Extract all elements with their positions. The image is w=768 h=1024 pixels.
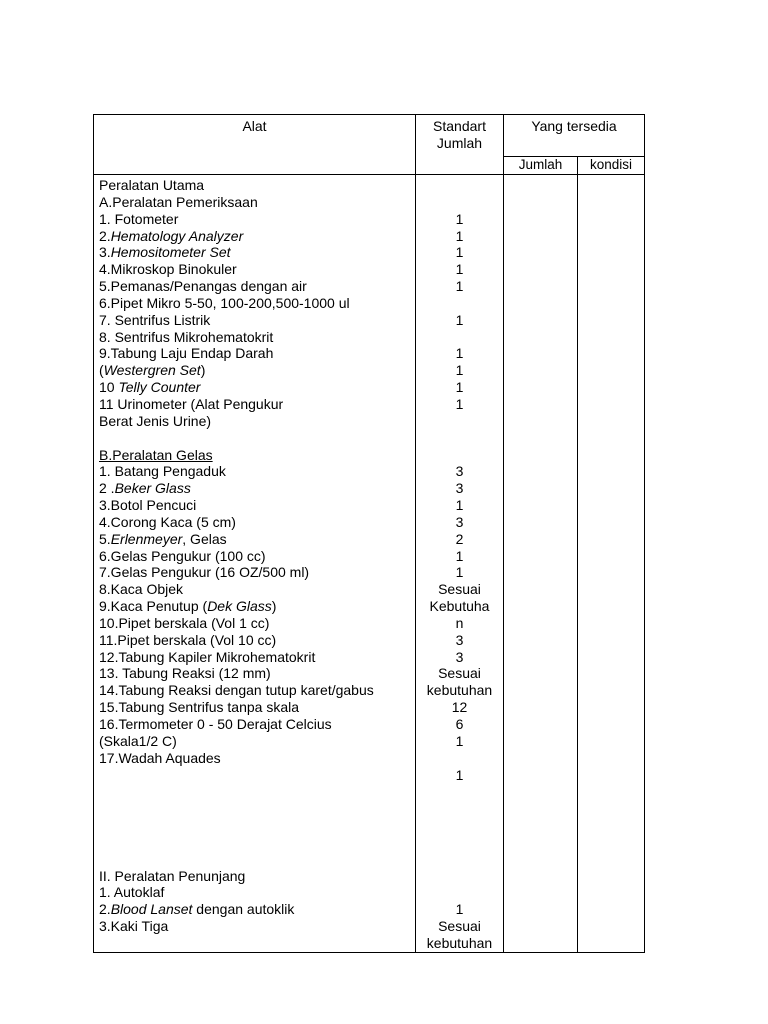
quantity-value: 1	[455, 311, 464, 328]
item-suffix: , Gelas	[182, 530, 227, 547]
quantity-value: 1	[455, 278, 464, 295]
item-italic-name: Erlenmeyer	[110, 530, 183, 547]
quantity-value: 1	[455, 766, 464, 783]
item-line: 4.Mikroskop Binokuler	[99, 261, 237, 278]
quantity-value: 1	[455, 395, 464, 412]
equipment-table	[93, 114, 645, 953]
quantity-value	[416, 800, 503, 817]
quantity-value	[416, 329, 503, 346]
quantity-value: n	[455, 614, 464, 631]
quantity-value: 1	[455, 362, 464, 379]
header-standart-jumlah	[416, 115, 504, 175]
quantity-value: Kebutuha	[429, 598, 490, 615]
quantity-value: Sesuai	[438, 918, 481, 935]
quantity-value: 1	[455, 564, 464, 581]
item-line: 9.Tabung Laju Endap Darah	[99, 345, 274, 362]
item-line: B.Peralatan Gelas	[99, 446, 213, 463]
quantity-value: 6	[455, 716, 464, 732]
item-line: 1. Autoklaf	[99, 884, 165, 901]
item-line: 12.Tabung Kapiler Mikrohematokrit	[99, 648, 316, 665]
quantity-value: 1	[455, 227, 464, 244]
items-cell	[94, 175, 416, 953]
quantity-value: 1	[455, 901, 464, 918]
item-line: 13. Tabung Reaksi (12 mm)	[99, 665, 271, 682]
quantity-value	[416, 413, 503, 430]
item-line	[99, 767, 415, 784]
item-line: Peralatan Utama	[99, 177, 205, 193]
quantity-value: 3	[455, 631, 464, 648]
item-prefix: 2 .	[99, 480, 115, 497]
quantity-value	[416, 783, 503, 800]
quantity-value: 1	[455, 261, 464, 278]
item-prefix: 3.	[99, 244, 111, 261]
item-prefix: (	[99, 362, 104, 379]
item-line: A.Peralatan Pemeriksaan	[99, 193, 258, 210]
item-italic-name: Hemositometer Set	[110, 244, 231, 261]
quantity-value	[416, 817, 503, 834]
quantity-value	[416, 868, 503, 885]
item-italic-name: Dek Glass	[207, 598, 272, 615]
item-line	[99, 817, 415, 834]
item-line	[99, 783, 415, 800]
item-line: 11.Pipet berskala (Vol 10 cc)	[99, 631, 277, 648]
item-line	[99, 598, 415, 615]
item-italic-name: Beker Glass	[114, 480, 191, 497]
item-line: 11 Urinometer (Alat Pengukur	[99, 395, 284, 412]
header-yang-tersedia: Yang tersedia	[504, 115, 645, 157]
quantity-value: 1	[455, 210, 464, 227]
item-prefix: 2.	[99, 227, 111, 244]
item-italic-name: Telly Counter	[118, 379, 201, 396]
quantity-list	[416, 175, 503, 952]
item-line	[99, 430, 415, 447]
available-jumlah-cell	[504, 175, 578, 953]
quantity-value: 2	[455, 530, 464, 547]
quantity-value: kebutuhan	[426, 682, 493, 699]
header-jumlah: Jumlah	[504, 157, 578, 175]
quantity-value: 12	[451, 699, 468, 716]
standard-quantity-cell	[416, 175, 504, 953]
item-line: (Skala1/2 C)	[99, 732, 177, 749]
quantity-value: Sesuai	[438, 581, 481, 598]
item-line	[99, 244, 415, 261]
item-line: 16.Termometer 0 - 50 Derajat Celcius	[99, 716, 332, 732]
item-line: 8.Kaca Objek	[99, 581, 184, 598]
quantity-value: 3	[455, 648, 464, 665]
item-line	[99, 362, 415, 379]
item-line: 15.Tabung Sentrifus tanpa skala	[99, 699, 300, 716]
quantity-value: 1	[455, 345, 464, 362]
quantity-value: 1	[455, 379, 464, 396]
item-line	[99, 800, 415, 817]
quantity-value	[416, 834, 503, 851]
quantity-value: Sesuai	[438, 665, 481, 682]
item-line	[99, 379, 415, 396]
item-line: 3.Botol Pencuci	[99, 497, 197, 514]
quantity-value	[416, 851, 503, 868]
quantity-value	[416, 194, 503, 211]
item-line: Berat Jenis Urine)	[99, 412, 212, 429]
quantity-value	[416, 430, 503, 447]
item-line: 3.Kaki Tiga	[99, 918, 169, 935]
item-suffix: )	[271, 598, 277, 615]
header-alat: Alat	[94, 115, 416, 175]
items-list	[94, 175, 415, 935]
item-line: 5.Pemanas/Penangas dengan air	[99, 278, 307, 295]
item-line	[99, 531, 415, 548]
item-line: 6.Gelas Pengukur (100 cc)	[99, 547, 266, 564]
item-suffix: )	[200, 362, 206, 379]
item-line	[99, 901, 415, 918]
quantity-value	[416, 295, 503, 312]
item-prefix: 5.	[99, 530, 111, 547]
item-italic-name: Hematology Analyzer	[110, 227, 244, 244]
item-line: 1. Batang Pengaduk	[99, 463, 226, 480]
item-line: 8. Sentrifus Mikrohematokrit	[99, 328, 274, 345]
available-kondisi-cell	[578, 175, 645, 953]
item-italic-name: Blood Lanset	[110, 901, 193, 918]
item-line: 14.Tabung Reaksi dengan tutup karet/gabus	[99, 682, 374, 699]
item-line: 10.Pipet berskala (Vol 1 cc)	[99, 614, 270, 631]
quantity-value: 1	[455, 244, 464, 261]
item-line	[99, 834, 415, 851]
item-line: 7. Sentrifus Listrik	[99, 311, 211, 328]
item-prefix: 2.	[99, 901, 111, 918]
quantity-value: 1	[455, 497, 464, 514]
quantity-value	[416, 884, 503, 901]
item-line: II. Peralatan Penunjang	[99, 867, 246, 884]
quantity-value: 3	[455, 513, 464, 530]
item-suffix: dengan autoklik	[192, 901, 295, 918]
quantity-value	[416, 177, 503, 194]
quantity-value	[416, 447, 503, 464]
quantity-value: kebutuhan	[426, 934, 493, 951]
item-line: 6.Pipet Mikro 5-50, 100-200,500-1000 ul	[99, 294, 350, 311]
item-line: 7.Gelas Pengukur (16 OZ/500 ml)	[99, 564, 310, 581]
quantity-value: 3	[455, 480, 464, 497]
item-italic-name: Westergren Set	[103, 362, 201, 379]
item-line	[99, 228, 415, 245]
quantity-value: 1	[455, 547, 464, 564]
item-line	[99, 851, 415, 868]
item-prefix: 10	[99, 379, 119, 396]
quantity-value: 3	[455, 463, 464, 480]
item-prefix: 9.Kaca Penutup (	[99, 598, 208, 615]
header-standart-jumlah-label: Jumlah	[436, 135, 483, 151]
item-line: 17.Wadah Aquades	[99, 749, 221, 766]
quantity-value	[416, 750, 503, 767]
item-line: 4.Corong Kaca (5 cm)	[99, 513, 236, 530]
quantity-value: 1	[455, 732, 464, 749]
header-standart: Standart	[433, 118, 486, 134]
item-line	[99, 480, 415, 497]
header-kondisi: kondisi	[578, 157, 645, 175]
item-line: 1. Fotometer	[99, 210, 179, 227]
